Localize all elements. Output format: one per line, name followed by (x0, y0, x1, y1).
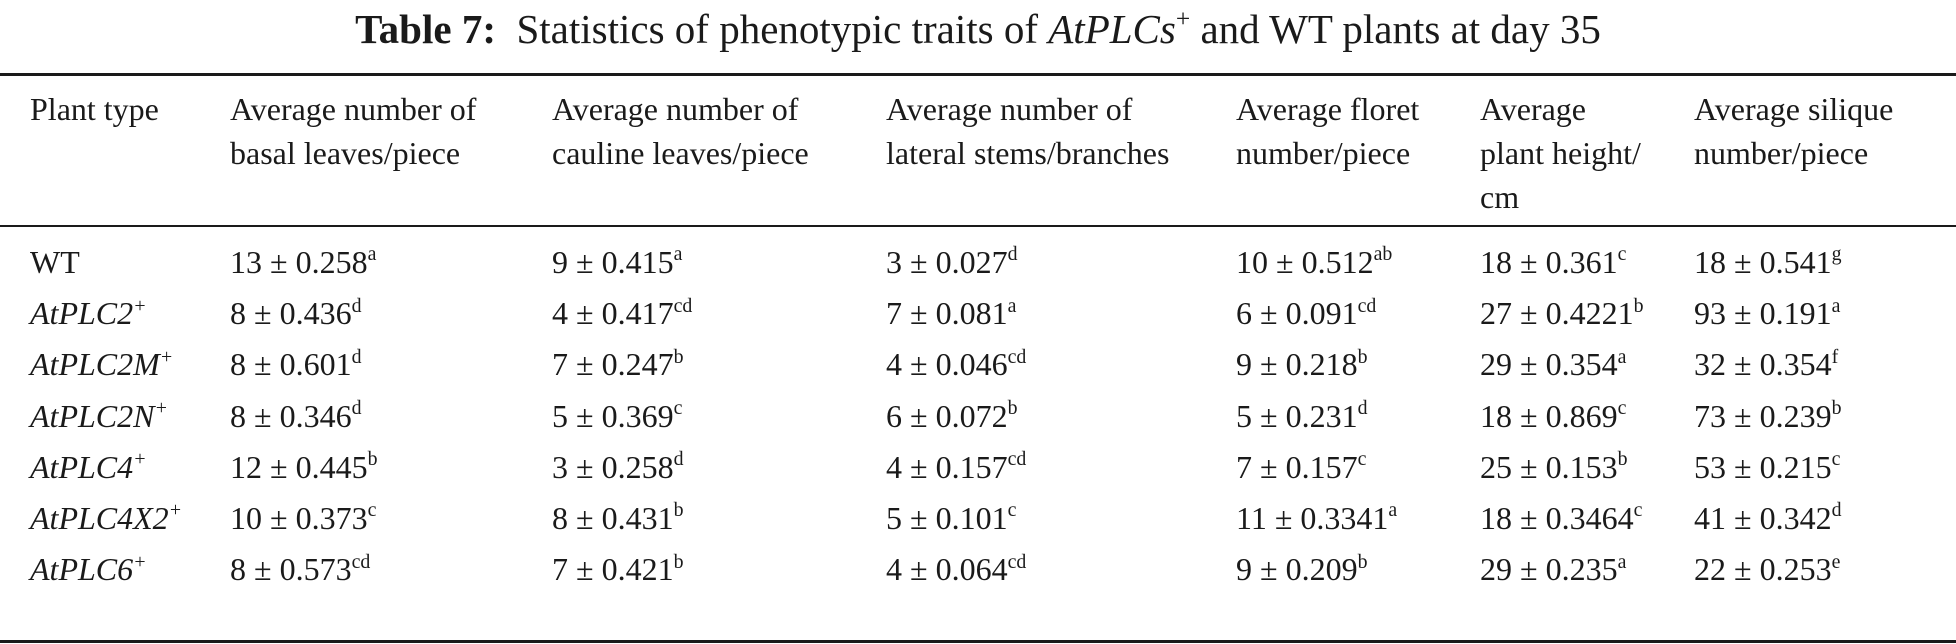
value-mean-se: 5 ± 0.369 (552, 397, 674, 434)
significance-letter: f (1831, 345, 1839, 368)
value-cell (1236, 441, 1366, 493)
value-mean-se: 53 ± 0.215 (1694, 448, 1832, 485)
value-mean-se: 8 ± 0.601 (230, 346, 352, 383)
column-header-line (230, 175, 476, 219)
value-mean-se: 18 ± 0.3464 (1480, 500, 1634, 536)
significance-letter: c (673, 396, 683, 419)
plant-type-name: AtPLC6 (30, 551, 134, 588)
table-label: Table 7: (355, 6, 496, 52)
column-header-line: Average number of (886, 91, 1133, 127)
significance-letter: b (673, 499, 684, 522)
value-cell (1236, 390, 1367, 442)
significance-letter: cd (673, 294, 693, 317)
plant-type-cell (30, 236, 80, 288)
value-cell (1480, 236, 1626, 288)
table-row (0, 390, 1956, 442)
value-mean-se: 8 ± 0.573 (230, 551, 352, 588)
significance-letter: b (673, 345, 684, 368)
value-cell (886, 390, 1017, 442)
column-header-line: lateral stems/branches (886, 135, 1170, 171)
value-cell (1236, 287, 1376, 339)
plant-type-sup: + (133, 448, 147, 471)
value-cell (1480, 287, 1643, 339)
value-cell (886, 287, 1016, 339)
value-cell (1694, 492, 1841, 544)
plant-type-sup: + (133, 550, 147, 573)
significance-letter: b (1831, 396, 1842, 419)
value-cell (1694, 543, 1840, 595)
value-mean-se: 93 ± 0.191 (1694, 295, 1832, 332)
plant-type-cell (30, 543, 147, 595)
significance-letter: d (351, 396, 362, 419)
value-cell (1694, 236, 1841, 288)
significance-letter: a (1617, 345, 1627, 368)
table-caption (0, 0, 1956, 70)
value-cell (1480, 390, 1626, 442)
value-mean-se: 4 ± 0.417 (552, 295, 674, 332)
value-mean-se: 13 ± 0.258 (230, 244, 368, 280)
value-cell (230, 338, 361, 390)
value-mean-se: 3 ± 0.027 (886, 244, 1008, 280)
significance-letter: e (1831, 550, 1841, 573)
significance-letter: a (1617, 550, 1627, 573)
column-header-line: cauline leaves/piece (552, 135, 809, 171)
column-header-1 (30, 87, 159, 219)
value-mean-se: 7 ± 0.157 (1236, 448, 1358, 485)
plant-type-cell (30, 338, 173, 390)
value-mean-se: 22 ± 0.253 (1694, 551, 1832, 588)
significance-letter: cd (1357, 294, 1377, 317)
value-cell (230, 236, 376, 288)
value-mean-se: 18 ± 0.541 (1694, 244, 1832, 280)
significance-letter: d (351, 345, 362, 368)
value-mean-se: 8 ± 0.436 (230, 295, 352, 332)
value-cell (230, 543, 370, 595)
value-mean-se: 8 ± 0.431 (552, 500, 674, 536)
table-row (0, 543, 1956, 595)
value-mean-se: 4 ± 0.064 (886, 551, 1008, 588)
value-cell (886, 338, 1026, 390)
column-header-line: Average number of (552, 91, 799, 127)
significance-letter: g (1831, 243, 1842, 266)
value-cell (886, 236, 1017, 288)
value-cell (552, 543, 683, 595)
value-mean-se: 7 ± 0.247 (552, 346, 674, 383)
header-rule (0, 225, 1956, 227)
value-mean-se: 32 ± 0.354 (1694, 346, 1832, 383)
value-cell (1236, 543, 1367, 595)
plant-type-name: AtPLC4 (30, 448, 134, 485)
caption-gene: AtPLCs (1048, 6, 1176, 52)
plant-type-name: AtPLC4X2 (30, 500, 169, 536)
significance-letter: ab (1373, 243, 1393, 266)
significance-letter: c (1617, 396, 1627, 419)
significance-letter: a (1388, 499, 1398, 522)
value-cell (552, 492, 683, 544)
significance-letter: d (673, 448, 684, 471)
value-cell (552, 441, 683, 493)
value-mean-se: 4 ± 0.046 (886, 346, 1008, 383)
column-header-line (30, 175, 159, 219)
value-cell (1694, 441, 1840, 493)
plant-type-name: AtPLC2M (30, 346, 160, 383)
significance-letter: b (1357, 550, 1368, 573)
column-header-5 (1236, 87, 1419, 219)
value-mean-se: 73 ± 0.239 (1694, 397, 1832, 434)
table-row (0, 441, 1956, 493)
column-header-line (30, 131, 159, 175)
value-mean-se: 6 ± 0.072 (886, 397, 1008, 434)
column-header-line: Plant type (30, 91, 159, 127)
bottom-rule (0, 640, 1956, 643)
plant-type-sup: + (154, 396, 168, 419)
value-mean-se: 6 ± 0.091 (1236, 295, 1358, 332)
value-mean-se: 29 ± 0.354 (1480, 346, 1618, 383)
column-header-line: cm (1480, 179, 1520, 215)
value-mean-se: 10 ± 0.512 (1236, 244, 1374, 280)
significance-letter: d (1007, 243, 1018, 266)
value-cell (552, 338, 683, 390)
value-cell (1236, 492, 1397, 544)
value-cell (1694, 338, 1838, 390)
column-header-line (1694, 175, 1893, 219)
significance-letter: b (367, 448, 378, 471)
column-header-line: Average (1480, 91, 1586, 127)
value-cell (1480, 338, 1626, 390)
value-mean-se: 25 ± 0.153 (1480, 448, 1618, 485)
column-header-line: number/piece (1236, 135, 1411, 171)
column-header-7 (1694, 87, 1893, 219)
significance-letter: b (1633, 294, 1644, 317)
significance-letter: cd (351, 550, 371, 573)
caption-text: Statistics of phenotypic traits of (516, 6, 1039, 52)
significance-letter: b (673, 550, 684, 573)
plant-type-name: AtPLC2N (30, 397, 155, 434)
significance-letter: b (1007, 396, 1018, 419)
value-cell (552, 236, 682, 288)
value-cell (552, 287, 692, 339)
value-cell (1694, 287, 1840, 339)
plant-type-sup: + (168, 499, 183, 522)
value-cell (230, 492, 376, 544)
plant-type-cell (30, 287, 147, 339)
significance-letter: c (1617, 243, 1627, 266)
table-row (0, 236, 1956, 288)
value-cell (1480, 543, 1626, 595)
value-mean-se: 8 ± 0.346 (230, 397, 352, 434)
value-cell (886, 543, 1026, 595)
value-mean-se: 7 ± 0.081 (886, 295, 1008, 332)
value-cell (1236, 338, 1367, 390)
column-header-6 (1480, 87, 1641, 219)
column-header-line: Average floret (1236, 91, 1420, 127)
value-cell (230, 390, 361, 442)
column-header-line: Average number of (230, 91, 477, 127)
column-header-3 (552, 87, 809, 219)
table-row (0, 492, 1956, 544)
significance-letter: c (1007, 499, 1017, 522)
column-header-line (1236, 175, 1419, 219)
caption-text-end: and WT plants at day 35 (1200, 6, 1601, 52)
significance-letter: d (1831, 499, 1842, 522)
value-cell (886, 441, 1026, 493)
value-cell (886, 492, 1016, 544)
value-mean-se: 18 ± 0.869 (1480, 397, 1618, 434)
caption-gene-sup: + (1175, 5, 1191, 34)
column-header-line (552, 175, 809, 219)
value-cell (230, 287, 361, 339)
value-mean-se: 29 ± 0.235 (1480, 551, 1618, 588)
value-mean-se: 3 ± 0.258 (552, 448, 674, 485)
table-row (0, 287, 1956, 339)
value-mean-se: 12 ± 0.445 (230, 448, 368, 485)
value-mean-se: 41 ± 0.342 (1694, 500, 1832, 536)
value-mean-se: 4 ± 0.157 (886, 448, 1008, 485)
value-mean-se: 18 ± 0.361 (1480, 244, 1618, 280)
significance-letter: b (1357, 345, 1368, 368)
value-cell (1480, 492, 1642, 544)
value-cell (1480, 441, 1627, 493)
significance-letter: c (1633, 499, 1643, 522)
value-mean-se: 5 ± 0.101 (886, 500, 1008, 536)
value-cell (230, 441, 377, 493)
table-row (0, 338, 1956, 390)
value-cell (1694, 390, 1841, 442)
plant-type-cell (30, 441, 147, 493)
column-header-line: number/piece (1694, 135, 1869, 171)
value-mean-se: 5 ± 0.231 (1236, 397, 1358, 434)
value-mean-se: 27 ± 0.4221 (1480, 295, 1634, 332)
significance-letter: cd (1007, 550, 1027, 573)
value-mean-se: 9 ± 0.218 (1236, 346, 1358, 383)
value-mean-se: 7 ± 0.421 (552, 551, 674, 588)
plant-type-sup: + (133, 294, 147, 317)
significance-letter: c (1357, 448, 1367, 471)
significance-letter: d (351, 294, 362, 317)
column-header-line: Average silique (1694, 91, 1894, 127)
significance-letter: d (1357, 396, 1368, 419)
column-header-2 (230, 87, 476, 219)
significance-letter: b (1617, 448, 1628, 471)
plant-type-name: AtPLC2 (30, 295, 134, 332)
value-cell (1236, 236, 1392, 288)
significance-letter: c (367, 499, 377, 522)
plant-type-cell (30, 390, 168, 442)
significance-letter: a (673, 243, 683, 266)
column-header-line (886, 175, 1169, 219)
plant-type-sup: + (159, 345, 174, 368)
significance-letter: cd (1007, 448, 1027, 471)
column-header-4 (886, 87, 1169, 219)
column-header-line: basal leaves/piece (230, 135, 461, 171)
value-mean-se: 11 ± 0.3341 (1236, 500, 1389, 536)
value-mean-se: 9 ± 0.415 (552, 244, 674, 280)
column-header-line: plant height/ (1480, 135, 1641, 171)
significance-letter: a (1831, 294, 1841, 317)
plant-type-cell (30, 492, 182, 544)
significance-letter: a (367, 243, 377, 266)
significance-letter: a (1007, 294, 1017, 317)
value-cell (552, 390, 682, 442)
top-rule (0, 73, 1956, 76)
plant-type-name: WT (30, 244, 80, 280)
significance-letter: c (1831, 448, 1841, 471)
value-mean-se: 9 ± 0.209 (1236, 551, 1358, 588)
value-mean-se: 10 ± 0.373 (230, 500, 368, 536)
significance-letter: cd (1007, 345, 1027, 368)
